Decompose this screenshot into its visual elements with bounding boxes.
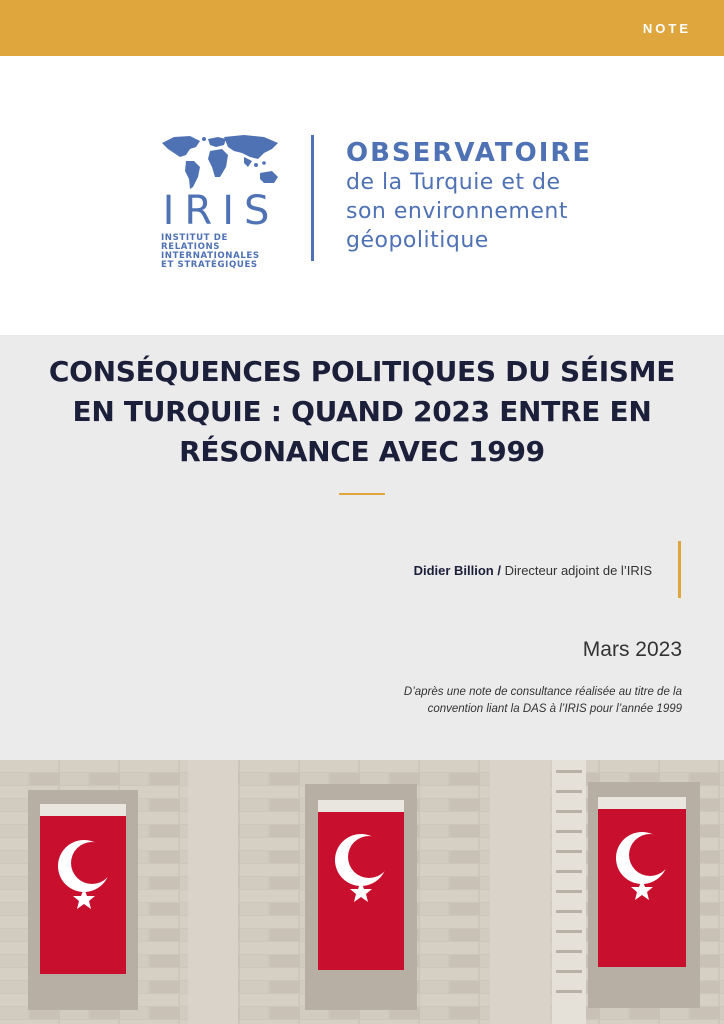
observatory-title: OBSERVATOIRE — [346, 138, 593, 168]
title-line: RÉSONANCE AVEC 1999 — [179, 435, 545, 468]
author-name: Didier Billion / — [413, 563, 501, 578]
iris-acronym: IRIS — [162, 188, 280, 234]
title-divider — [339, 493, 385, 495]
footnote-line: convention liant la DAS à l’IRIS pour l’année 1999 — [427, 703, 682, 715]
pillar — [188, 760, 238, 1024]
iris-subtitle-line: INTERNATIONALES — [161, 251, 260, 261]
logo-divider — [311, 135, 314, 261]
title-line: EN TURQUIE : QUAND 2023 ENTRE EN — [72, 395, 652, 428]
footnote-line: D’après une note de consultance réalisée au titre de la — [403, 686, 682, 698]
header-band — [0, 0, 724, 56]
turkish-flag — [588, 782, 700, 1008]
publication-date: Mars 2023 — [582, 638, 682, 661]
author-accent-bar — [678, 541, 681, 598]
pillar — [490, 760, 550, 1024]
turkish-flag — [28, 790, 138, 1010]
iris-subtitle-line: ET STRATÉGIQUES — [161, 260, 258, 270]
flags-photo — [0, 760, 724, 1024]
title-line: CONSÉQUENCES POLITIQUES DU SÉISME — [48, 355, 676, 388]
turkish-flag — [305, 784, 417, 1010]
world-map-icon — [160, 133, 282, 195]
footnote — [322, 684, 682, 718]
iris-subtitle — [161, 234, 283, 270]
observatory-line: son environnement — [346, 199, 568, 224]
observatory-line: géopolitique — [346, 228, 489, 253]
observatory-line: de la Turquie et de — [346, 170, 561, 195]
iris-subtitle-line: INSTITUT DE RELATIONS — [161, 233, 228, 252]
logo-area — [0, 56, 724, 335]
author-role: Directeur adjoint de l’IRIS — [504, 563, 652, 578]
note-label: NOTE — [642, 21, 691, 36]
document-title — [30, 352, 694, 472]
author-line — [414, 563, 652, 578]
